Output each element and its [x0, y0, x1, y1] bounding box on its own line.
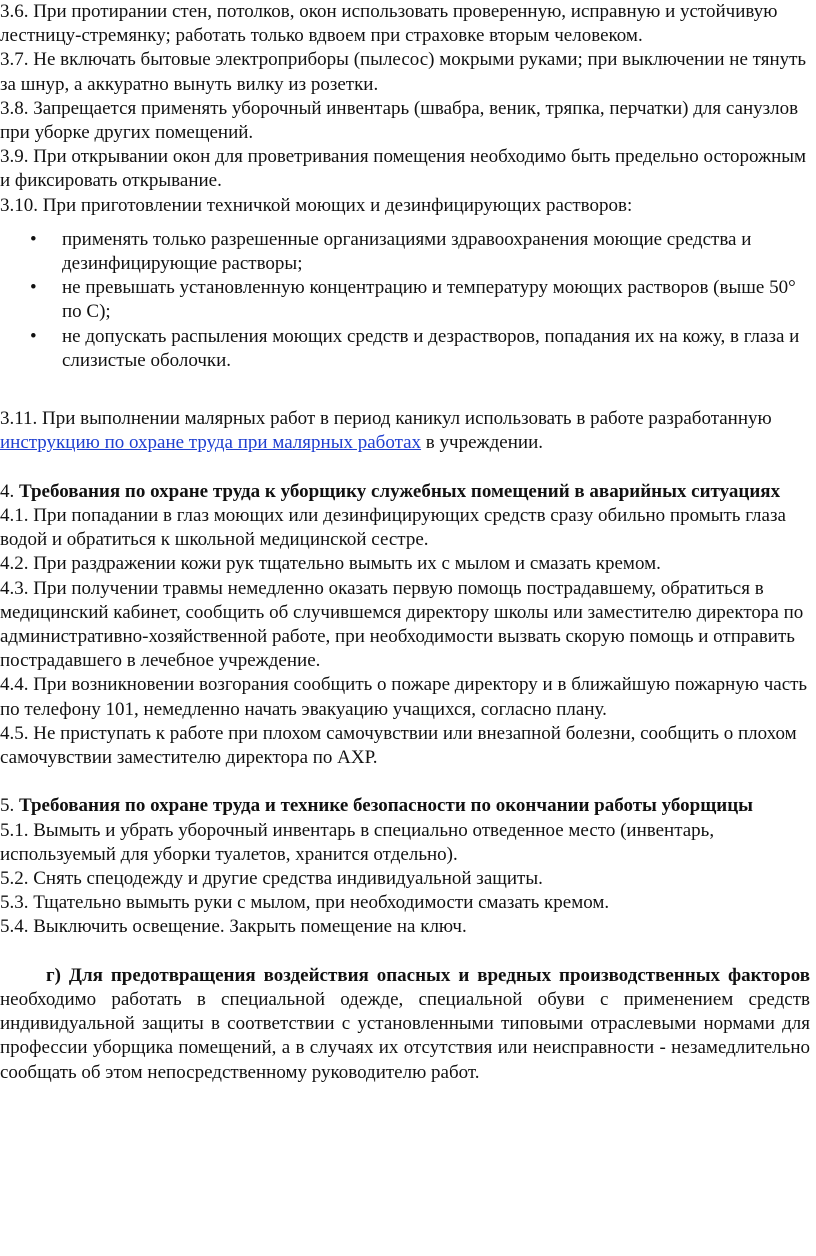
item-4-5: 4.5. Не приступать к работе при плохом самочувствии или внезапной болезни, сообщить о плохом самочувствии заместителю директора по АХР. [0, 722, 797, 769]
item-3-9: 3.9. При открывании окон для проветривания помещения необходимо быть предельно осторожным и фиксировать открывание. [0, 146, 807, 192]
item-5-4: 5.4. Выключить освещение. Закрыть помещение на ключ. [0, 916, 467, 938]
list-item: • не допускать распыления моющих средств и дезрастворов, попадания их на кожу, в глаза и слизистые оболочки. [0, 325, 810, 373]
item-4-2: 4.2. При раздражении кожи рук тщательно вымыть их с мылом и смазать кремом. [0, 553, 661, 575]
paragraph-g: г) Для предотвращения воздействия опасных и вредных производственных факторов необходимо работать в специальной одежде, специальной обуви с применением средств индивидуальной защиты в соответствии с установленными типовыми отраслевыми нормами для профессии уборщика помещений, а в случаях их отсутствия или неисправности - незамедлительно сообщать об этом непосредственному руководителю работ. [0, 964, 810, 1083]
item-4-4: 4.4. При возникновении возгорания сообщить о пожаре директору и в ближайшую пожарную часть по телефону 101, немедленно начать эвакуацию учащихся, согласно плану. [0, 674, 808, 720]
list-item: • не превышать установленную концентрацию и температуру моющих растворов (выше 50° по С); [0, 276, 810, 324]
item-4-3: 4.3. При получении травмы немедленно оказать первую помощь пострадавшему, обратиться в медицинский кабинет, сообщить об случившемся директору школы или заместителю директора по административно-хозяйственной работе, при необходимости вызвать скорую помощь и отправить пострадавшего в лечебное учреждение. [0, 577, 804, 672]
item-5-1: 5.1. Вымыть и убрать уборочный инвентарь в специально отведенное место (инвентарь, используемый для уборки туалетов, хранится отдельно). [0, 819, 715, 865]
list-item: • применять только разрешенные организациями здравоохранения моющие средства и дезинфицирующие растворы; [0, 228, 810, 276]
item-3-11: 3.11. При выполнении малярных работ в период каникул использовать в работе разработанную инструкцию по охране труда при малярных работах в учреждении. [0, 408, 772, 454]
painting-instruction-link[interactable]: инструкцию по охране труда при малярных работах [0, 432, 422, 454]
item-5-2: 5.2. Снять спецодежду и другие средства индивидуальной защиты. [0, 868, 543, 890]
section-4-heading: 4. Требования по охране труда к уборщику служебных помещений в аварийных ситуациях [0, 480, 781, 502]
item-5-3: 5.3. Тщательно вымыть руки с мылом, при необходимости смазать кремом. [0, 892, 610, 914]
item-3-8: 3.8. Запрещается применять уборочный инвентарь (швабра, веник, тряпка, перчатки) для санузлов при уборке других помещений. [0, 97, 799, 144]
item-4-1: 4.1. При попадании в глаз моющих или дезинфицирующих средств сразу обильно промыть глаза водой и обратиться к школьной медицинской сестре. [0, 505, 786, 551]
item-3-10: 3.10. При приготовлении техничкой моющих и дезинфицирующих растворов: [0, 194, 633, 216]
item-3-7: 3.7. Не включать бытовые электроприборы (пылесос) мокрыми руками; при выключении не тянуть за шнур, а аккуратно вынуть вилку из розетки. [0, 49, 807, 95]
section-5-heading: 5. Требования по охране труда и технике безопасности по окончании работы уборщицы [0, 795, 753, 817]
solutions-list [0, 228, 810, 373]
item-3-6: 3.6. При протирании стен, потолков, окон использовать проверенную, исправную и устойчивую лестницу-стремянку; работать только вдвоем при страховке вторым человеком. [0, 1, 778, 47]
